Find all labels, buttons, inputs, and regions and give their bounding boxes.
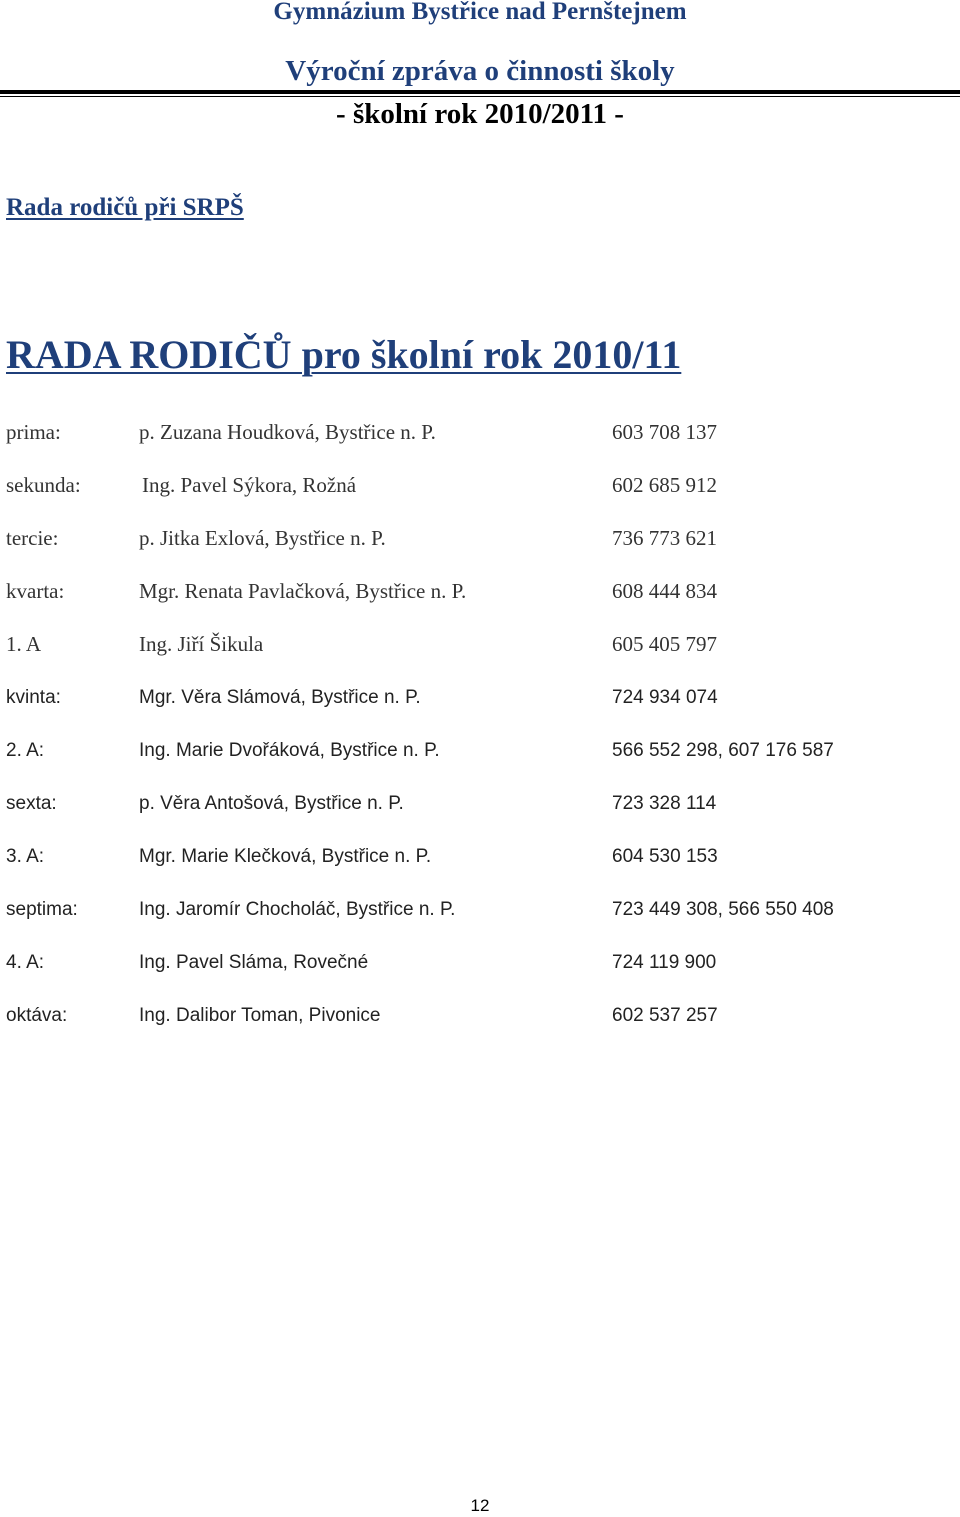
row-class: 2. A:	[6, 740, 45, 761]
roster-row	[0, 844, 960, 897]
row-name: Ing. Pavel Sláma, Rovečné	[139, 952, 369, 973]
row-class: 4. A:	[6, 952, 45, 973]
roster-row	[0, 632, 960, 685]
row-phone: 603 708 137	[612, 420, 717, 444]
row-phone: 605 405 797	[612, 632, 717, 656]
row-class: sexta:	[6, 793, 57, 814]
main-title: RADA RODIČŮ pro školní rok 2010/11	[6, 332, 682, 377]
row-name: Ing. Marie Dvořáková, Bystřice n. P.	[139, 740, 440, 761]
row-class: sekunda:	[6, 473, 81, 497]
roster-row	[0, 1003, 960, 1056]
row-phone: 724 119 900	[612, 952, 717, 973]
row-phone: 736 773 621	[612, 526, 717, 550]
row-name: Ing. Dalibor Toman, Pivonice	[139, 1005, 381, 1026]
section-title: Rada rodičů při SRPŠ	[6, 194, 244, 221]
row-name: Ing. Pavel Sýkora, Rožná	[142, 473, 357, 497]
row-phone: 602 685 912	[612, 473, 717, 497]
roster-row	[0, 950, 960, 1003]
roster-row	[0, 738, 960, 791]
row-name: p. Věra Antošová, Bystřice n. P.	[139, 793, 404, 814]
row-class: kvarta:	[6, 579, 65, 603]
roster-row	[0, 526, 960, 579]
row-class: 3. A:	[6, 846, 45, 867]
row-name: Mgr. Marie Klečková, Bystřice n. P.	[139, 846, 432, 867]
row-class: kvinta:	[6, 687, 61, 708]
row-name: p. Jitka Exlová, Bystřice n. P.	[139, 526, 386, 550]
row-class: prima:	[6, 420, 61, 444]
row-name: Ing. Jaromír Chocholáč, Bystřice n. P.	[139, 899, 456, 920]
roster-row	[0, 420, 960, 473]
row-class: 1. A	[6, 632, 42, 656]
roster-row	[0, 579, 960, 632]
roster-row	[0, 791, 960, 844]
row-phone: 566 552 298, 607 176 587	[612, 740, 834, 761]
row-phone: 724 934 074	[612, 687, 718, 708]
roster-row	[0, 473, 960, 526]
row-name: p. Zuzana Houdková, Bystřice n. P.	[139, 420, 436, 444]
school-name: Gymnázium Bystřice nad Pernštejnem	[273, 0, 687, 25]
row-name: Ing. Jiří Šikula	[139, 632, 264, 656]
row-phone: 604 530 153	[612, 846, 718, 867]
row-phone: 723 328 114	[612, 793, 717, 814]
row-name: Mgr. Renata Pavlačková, Bystřice n. P.	[139, 579, 467, 603]
roster-row	[0, 685, 960, 738]
school-year: - školní rok 2010/2011 -	[336, 98, 624, 130]
header-rule-thin	[0, 96, 960, 97]
row-class: tercie:	[6, 526, 59, 550]
row-class: oktáva:	[6, 1005, 68, 1026]
row-phone: 608 444 834	[612, 579, 717, 603]
row-phone: 602 537 257	[612, 1005, 718, 1026]
row-name: Mgr. Věra Slámová, Bystřice n. P.	[139, 687, 421, 708]
report-title: Výroční zpráva o činnosti školy	[285, 55, 675, 87]
header-rule-thick	[0, 90, 960, 94]
row-class: septima:	[6, 899, 78, 920]
council-roster	[0, 420, 960, 1056]
roster-row	[0, 897, 960, 950]
page-number: 12	[470, 1496, 490, 1515]
row-phone: 723 449 308, 566 550 408	[612, 899, 834, 920]
